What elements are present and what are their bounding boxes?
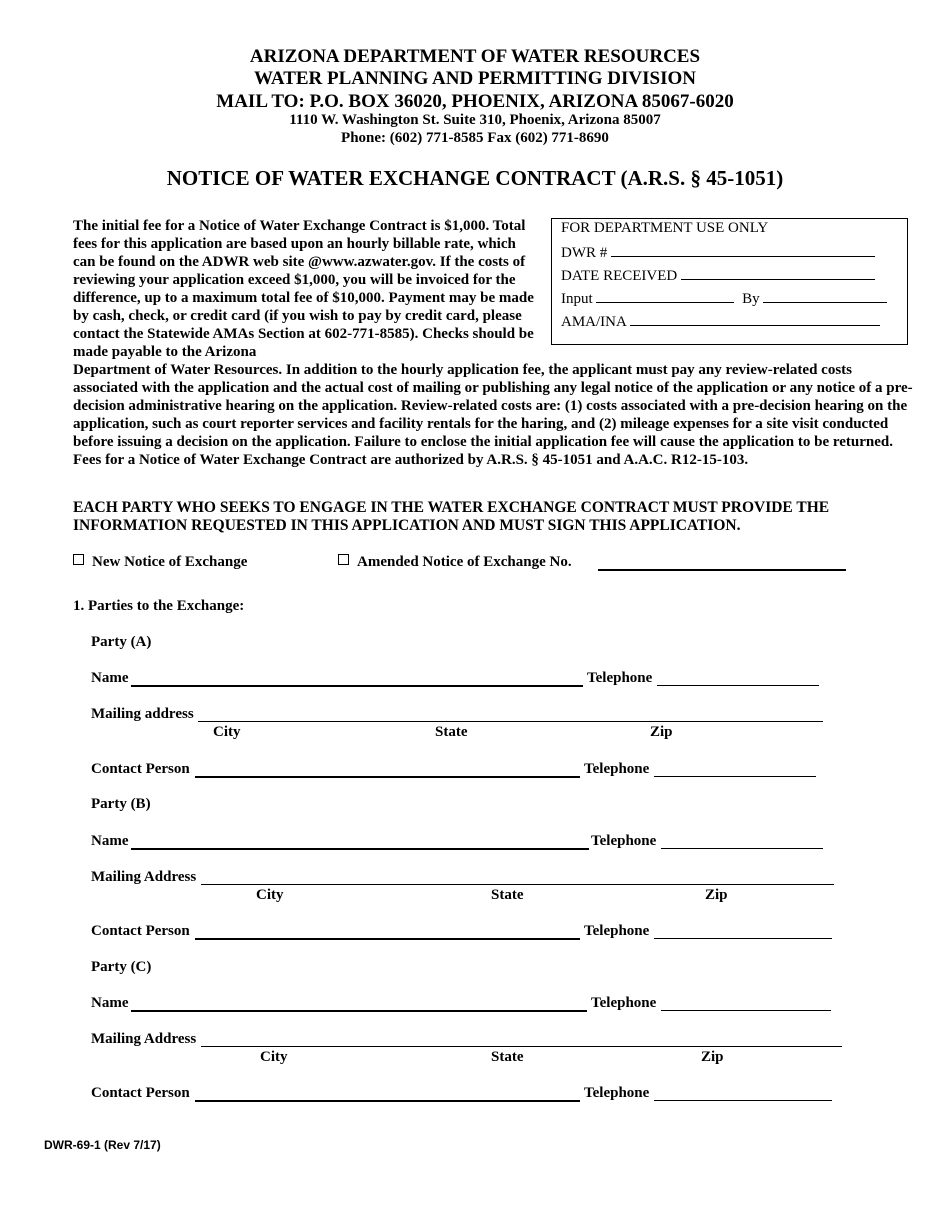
fee-paragraph-part1: The initial fee for a Notice of Water Exchange Contract is $1,000. Total fees for this application are based upon an hourly billable rate, which can be found on the ADWR web site @www.azwater.gov. If the costs of reviewing your application exceed $1,000, you will be invoiced for the difference, up to a maximum total fee of $10,000. Payment may be made by cash, check, or credit card (if you wish to pay by credit card, please contact the Statewide AMAs Section at 602-771-8585). Checks should be made payable to the Arizona [73, 218, 534, 360]
party-c-name-field[interactable] [131, 1010, 587, 1012]
party-b-contact-label: Contact Person [91, 923, 190, 939]
mail-to-address: MAIL TO: P.O. BOX 36020, PHOENIX, ARIZONA 85067-6020 [216, 91, 734, 112]
party-c-contact-label: Contact Person [91, 1085, 190, 1101]
party-b-address-label: Mailing Address [91, 869, 197, 885]
new-notice-option[interactable] [73, 554, 247, 571]
party-a-state-label: State [435, 724, 468, 740]
ama-ina-row [561, 312, 880, 331]
party-b-name-label: Name [91, 833, 129, 849]
party-a-telephone-field[interactable] [657, 685, 819, 686]
ama-ina-field[interactable] [630, 312, 880, 326]
party-c-name-label: Name [91, 995, 129, 1011]
party-a-name-field[interactable] [131, 685, 583, 687]
new-notice-checkbox[interactable] [73, 554, 84, 565]
street-address: 1110 W. Washington St. Suite 310, Phoenix, Arizona 85007 [289, 112, 661, 128]
party-c-state-label: State [491, 1049, 524, 1065]
party-c-contact-telephone-field[interactable] [654, 1100, 832, 1101]
party-a-zip-label: Zip [650, 724, 673, 740]
party-c-telephone-field[interactable] [661, 1010, 831, 1011]
party-b-zip-label: Zip [705, 887, 728, 903]
party-c-address-field[interactable] [201, 1046, 842, 1047]
party-c-address-label: Mailing Address [91, 1031, 197, 1047]
party-b-telephone-field[interactable] [661, 848, 823, 849]
signature-notice: EACH PARTY WHO SEEKS TO ENGAGE IN THE WATER EXCHANGE CONTRACT MUST PROVIDE THE INFORMATION REQUESTED IN THIS APPLICATION AND MUST SIGN THIS APPLICATION. [73, 499, 830, 534]
party-b-city-label: City [256, 887, 284, 903]
party-c-contact-telephone-label: Telephone [584, 1085, 650, 1101]
party-b-state-label: State [491, 887, 524, 903]
party-b-telephone-label: Telephone [591, 833, 657, 849]
dwr-number-field[interactable] [611, 243, 875, 257]
fee-paragraph-part2: Department of Water Resources. In addition to the hourly application fee, the applicant must pay any review-related costs associated with the application and the actual cost of mailing or publishing any legal notice of the application or any notice of a pre-decision administrative hearing on the application. Review-related costs are: (1) costs associated with a pre-decision hearing on the application, such as court reporter services and facility rentals for the haring, and (2) mileage expenses for a site visit conducted before issuing a decision on the application. Failure to enclose the initial application fee will cause the application to be returned. Fees for a Notice of Water Exchange Contract are authorized by A.R.S. § 45-1051 and A.A.C. R12-15-103. [73, 362, 913, 468]
ama-ina-label: AMA/INA [561, 314, 627, 330]
party-a-telephone-label: Telephone [587, 670, 653, 686]
dwr-number-row [561, 243, 875, 262]
input-by-row [561, 289, 887, 308]
department-use-box [551, 218, 908, 345]
form-number: DWR-69-1 (Rev 7/17) [44, 1138, 161, 1152]
party-a-contact-telephone-label: Telephone [584, 761, 650, 777]
party-c-city-label: City [260, 1049, 288, 1065]
by-label: By [742, 291, 760, 307]
date-received-row [561, 266, 875, 285]
party-b-contact-telephone-label: Telephone [584, 923, 650, 939]
party-a-city-label: City [213, 724, 241, 740]
date-received-label: DATE RECEIVED [561, 268, 678, 284]
party-b-contact-telephone-field[interactable] [654, 938, 832, 939]
party-a-address-field[interactable] [198, 721, 823, 722]
input-label: Input [561, 291, 593, 307]
by-field[interactable] [763, 289, 887, 303]
party-a-contact-telephone-field[interactable] [654, 776, 816, 777]
amended-notice-label: Amended Notice of Exchange No. [357, 554, 572, 570]
party-c-contact-field[interactable] [195, 1100, 580, 1102]
party-a-contact-field[interactable] [195, 776, 580, 778]
input-field[interactable] [596, 289, 734, 303]
party-a-contact-label: Contact Person [91, 761, 190, 777]
phone-fax: Phone: (602) 771-8585 Fax (602) 771-8690 [341, 130, 609, 146]
section-parties-title: 1. Parties to the Exchange: [73, 598, 245, 614]
party-b-contact-field[interactable] [195, 938, 580, 940]
party-b-heading: Party (B) [91, 796, 151, 812]
party-a-address-label: Mailing address [91, 706, 194, 722]
date-received-field[interactable] [681, 266, 875, 280]
amended-notice-option[interactable] [338, 554, 572, 571]
party-c-telephone-label: Telephone [591, 995, 657, 1011]
dwr-number-label: DWR # [561, 245, 608, 261]
party-c-zip-label: Zip [701, 1049, 724, 1065]
amended-notice-checkbox[interactable] [338, 554, 349, 565]
party-a-heading: Party (A) [91, 634, 152, 650]
agency-name: ARIZONA DEPARTMENT OF WATER RESOURCES [249, 46, 701, 67]
party-b-name-field[interactable] [131, 848, 589, 850]
dept-box-title: FOR DEPARTMENT USE ONLY [561, 220, 769, 236]
party-b-address-field[interactable] [201, 884, 834, 885]
party-a-name-label: Name [91, 670, 129, 686]
division-name: WATER PLANNING AND PERMITTING DIVISION [254, 68, 696, 89]
party-c-heading: Party (C) [91, 959, 152, 975]
form-title: NOTICE OF WATER EXCHANGE CONTRACT (A.R.S. § 45-1051) [166, 166, 784, 190]
new-notice-label: New Notice of Exchange [92, 554, 248, 570]
amended-notice-number-field[interactable] [598, 569, 846, 571]
